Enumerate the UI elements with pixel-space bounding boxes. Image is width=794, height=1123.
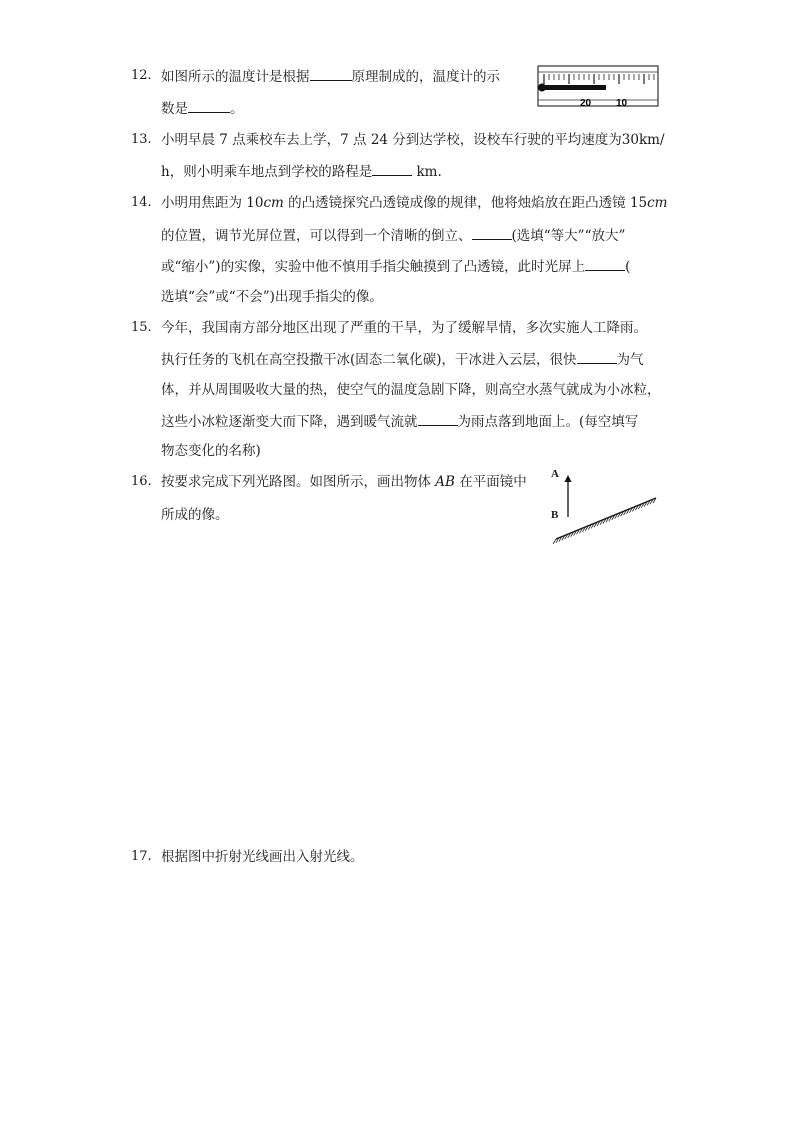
tick-label: 20 (580, 98, 592, 109)
answer-blank[interactable] (472, 227, 512, 240)
question-text-line: 这些小冰粒逐渐变大而下降，遇到暖气流就 为雨点落到地面上。(每空填写 (161, 414, 639, 430)
answer-blank[interactable] (310, 68, 352, 81)
question-number: 12. (131, 68, 152, 83)
question-number: 14. (131, 195, 152, 210)
tick-label: 10 (616, 98, 628, 109)
question-text-line: 根据图中折射光线画出入射光线。 (161, 849, 364, 865)
question-text-line: 物态变化的名称) (161, 443, 261, 459)
question-text-line: 或“缩小”)的实像，实验中他不慎用手指尖触摸到了凸透镜，此时光屏上 ( (161, 259, 631, 275)
question-number: 13. (131, 132, 152, 147)
mercury-column (540, 85, 606, 90)
question-number: 16. (131, 474, 152, 489)
question-text-line: 如图所示的温度计是根据 原理制成的，温度计的示 (161, 69, 500, 85)
question-text-line: 按要求完成下列光路图。如图所示，画出物体 AB 在平面镜中 (161, 474, 527, 490)
answer-blank[interactable] (372, 163, 412, 176)
answer-blank[interactable] (188, 100, 230, 113)
question-text-line: 的位置，调节光屏位置，可以得到一个清晰的倒立、 (选填“等大”“放大” (161, 228, 626, 244)
hatch-mark (553, 539, 556, 544)
answer-blank[interactable] (418, 413, 458, 426)
question-text-line: h，则小明乘车地点到学校的路程是 km. (161, 164, 442, 180)
thermometer-figure (536, 64, 660, 110)
answer-blank[interactable] (585, 258, 625, 271)
question-text-line: 选填“会”或“不会”)出现手指尖的像。 (161, 289, 383, 305)
question-number: 17. (131, 849, 152, 864)
question-text-line: 今年，我国南方部分地区出现了严重的干旱，为了缓解旱情，多次实施人工降雨。 (161, 320, 647, 336)
question-text-line: 数是 。 (161, 101, 244, 117)
arrow-head-icon (565, 475, 572, 482)
answer-blank[interactable] (577, 351, 617, 364)
question-text-line: 小明用焦距为 10cm 的凸透镜探究凸透镜成像的规律，他将烛焰放在距凸透镜 15cm (161, 195, 668, 211)
point-label-b: B (551, 509, 559, 521)
point-label-a: A (551, 468, 559, 480)
question-text-line: 小明早晨 7 点乘校车去上学，7 点 24 分到达学校，设校车行驶的平均速度为30km/ (161, 132, 665, 148)
question-text-line: 体，并从周围吸收大量的热，使空气的温度急剧下降，则高空水蒸气就成为小冰粒， (161, 382, 661, 398)
question-text-line: 执行任务的飞机在高空投撒干冰(固态二氧化碳)，干冰进入云层，很快 为气 (161, 352, 644, 368)
question-text-line: 所成的像。 (161, 507, 229, 523)
plane-mirror-figure (548, 470, 662, 550)
question-number: 15. (131, 320, 152, 335)
